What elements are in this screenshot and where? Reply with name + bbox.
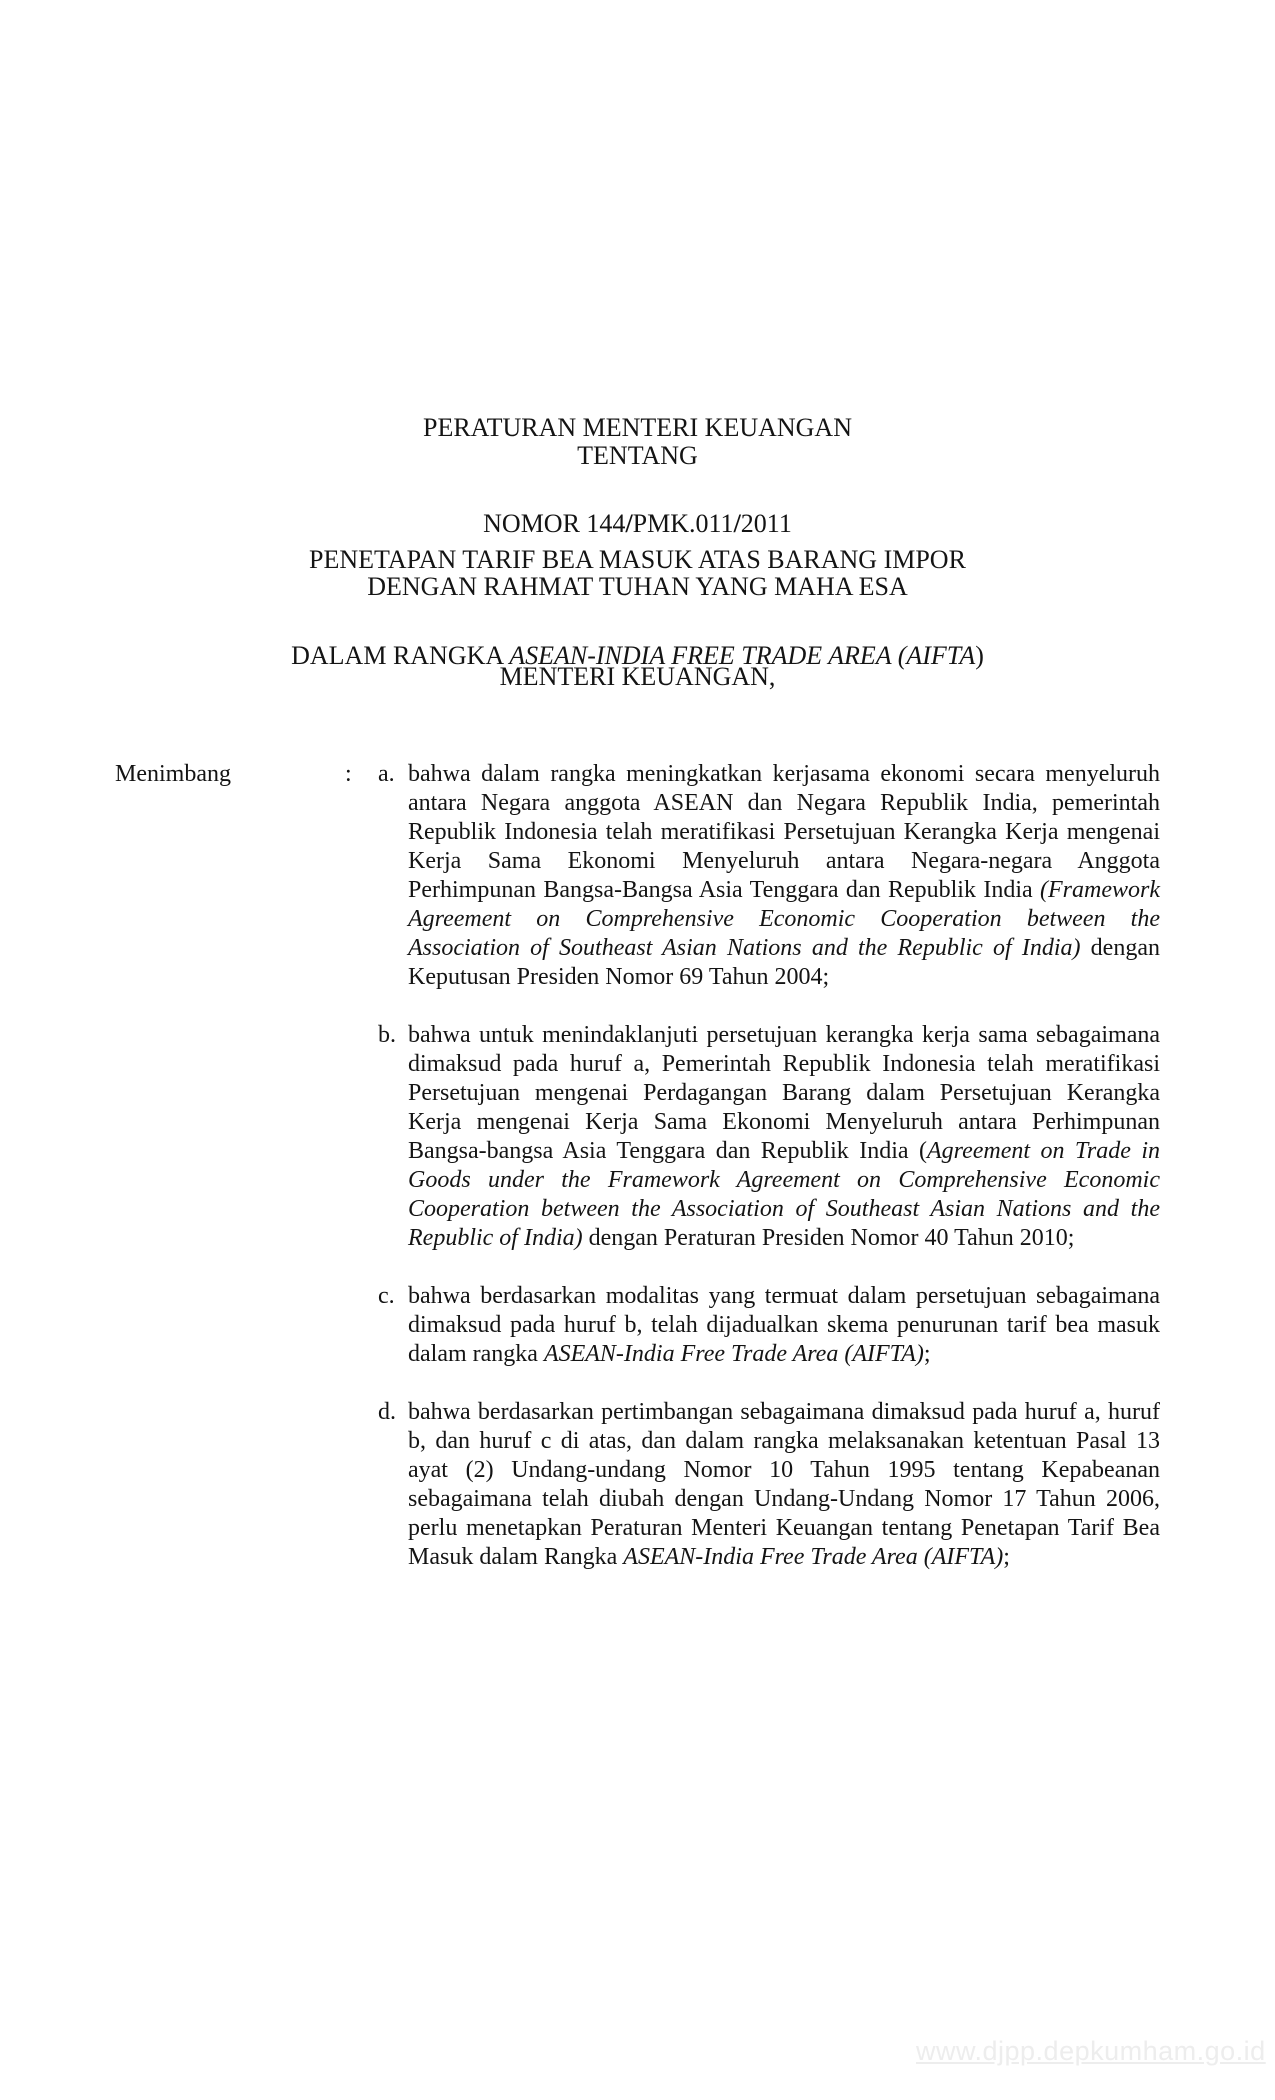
item-letter: b. xyxy=(378,1022,396,1048)
invocation-line: DENGAN RAHMAT TUHAN YANG MAHA ESA xyxy=(367,572,908,601)
site-watermark: www.djpp.depkumham.go.id xyxy=(916,2036,1266,2066)
tentang-heading: TENTANG xyxy=(577,441,698,470)
item-text: bahwa berdasarkan pertimbangan sebagaimana dimaksud pada huruf a, huruf b, dan huruf c di atas, dan dalam rangka melaksanakan ketentuan Pasal 13 ayat (2) Undang-undang Nomor 10 Tahun 1995 tentang Kepabeanan sebagaimana telah diubah dengan Undang-Undang Nomor 17 Tahun 2006, perlu menetapkan Peraturan Menteri Keuangan tentang Penetapan Tarif Bea Masuk dalam Rangka ASEAN-India Free Trade Area (AIFTA); xyxy=(408,1399,1160,1570)
considerations-list xyxy=(378,760,1160,1572)
item-text: bahwa dalam rangka meningkatkan kerjasama ekonomi secara menyeluruh antara Negara anggota ASEAN dan Negara Republik India, pemerintah Republik Indonesia telah meratifikasi Persetujuan Kerangka Kerja mengenai Kerja Sama Ekonomi Menyeluruh antara Negara-negara Anggota Perhimpunan Bangsa-Bangsa Asia Tenggara dan Republik India (Framework Agreement on Comprehensive Economic Cooperation between the Association of Southeast Asian Nations and the Republic of India) dengan Keputusan Presiden Nomor 69 Tahun 2004; xyxy=(408,761,1160,990)
item-text: bahwa berdasarkan modalitas yang termuat dalam persetujuan sebagaimana dimaksud pada huruf b, telah dijadualkan skema penurunan tarif bea masuk dalam rangka ASEAN-India Free Trade Area (AIFTA); xyxy=(408,1283,1160,1367)
considerations-label: Menimbang xyxy=(115,761,231,787)
item-text: bahwa untuk menindaklanjuti persetujuan kerangka kerja sama sebagaimana dimaksud pada huruf a, Pemerintah Republik Indonesia telah meratifikasi Persetujuan mengenai Perdagangan Barang dalam Persetujuan Kerangka Kerja mengenai Kerja Sama Ekonomi Menyeluruh antara Perhimpunan Bangsa-bangsa Asia Tenggara dan Republik India (Agreement on Trade in Goods under the Framework Agreement on Comprehensive Economic Cooperation between the Association of Southeast Asian Nations and the Republic of India) dengan Peraturan Presiden Nomor 40 Tahun 2010; xyxy=(408,1022,1160,1251)
subject-line-2: DALAM RANGKA ASEAN-INDIA FREE TRADE AREA (AIFTA) xyxy=(291,641,984,670)
item-letter: c. xyxy=(378,1283,395,1309)
considerations-colon: : xyxy=(345,761,352,787)
consideration-item-d xyxy=(378,1398,1160,1572)
document-number: NOMOR 144/PMK.011/2011 xyxy=(483,509,792,538)
subject-block xyxy=(0,480,1275,736)
authority-line: MENTERI KEUANGAN, xyxy=(499,662,776,691)
subject-line-1: PENETAPAN TARIF BEA MASUK ATAS BARANG IMPOR xyxy=(309,545,966,574)
document-title: PERATURAN MENTERI KEUANGAN xyxy=(423,413,852,442)
considerations-section xyxy=(115,760,1160,1572)
consideration-item-c xyxy=(378,1282,1160,1369)
consideration-item-a xyxy=(378,760,1160,992)
item-letter: a. xyxy=(378,761,395,787)
item-letter: d. xyxy=(378,1399,396,1425)
consideration-item-b xyxy=(378,1021,1160,1253)
